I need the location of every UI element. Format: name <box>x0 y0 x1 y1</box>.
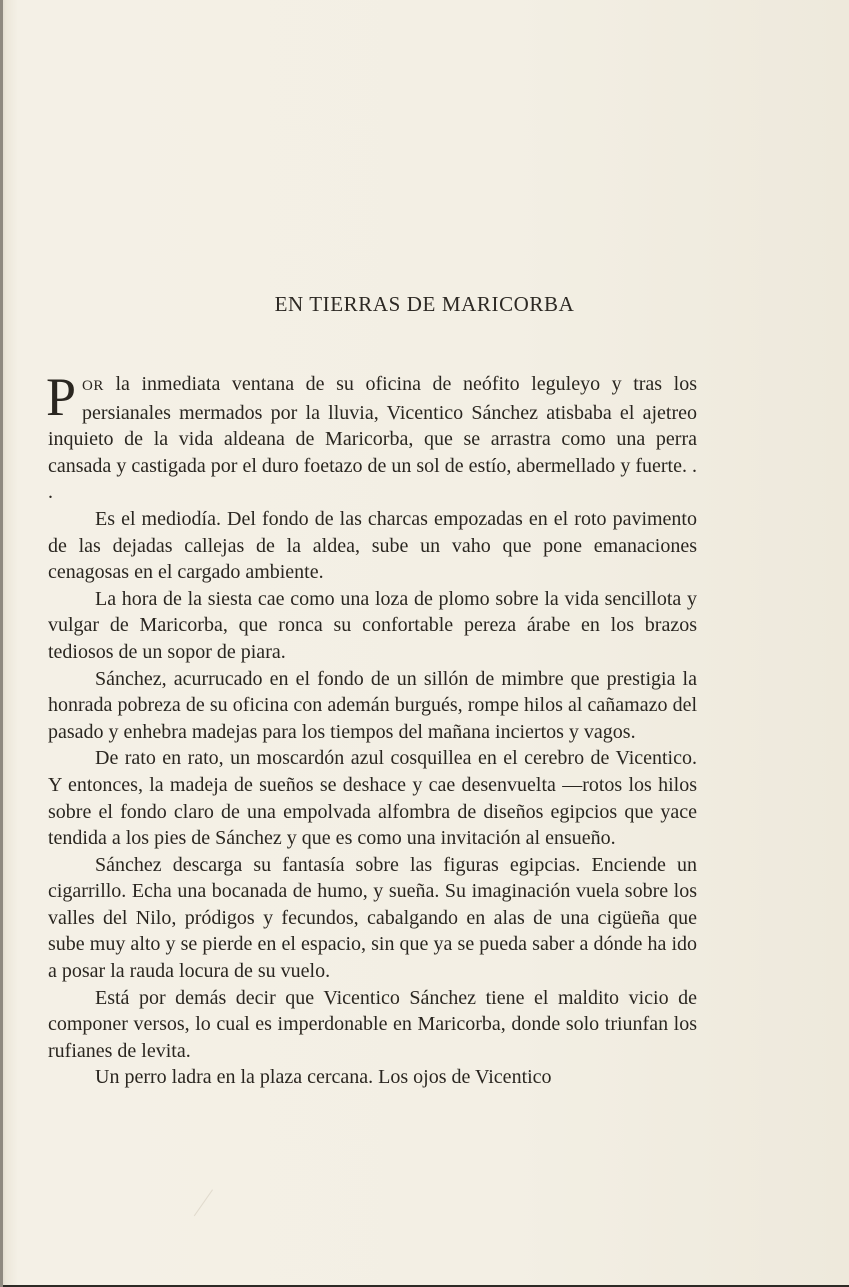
chapter-title: EN TIERRAS DE MARICORBA <box>274 292 575 316</box>
page-smudge <box>194 1189 239 1234</box>
paragraph-3: La hora de la siesta cae como una loza de plomo sobre la vida sencillota y vulgar de Maricorba, que ronca su confortable pereza árabe en los brazos tediosos de un sopor de piara. <box>48 587 697 663</box>
paragraph-6: Sánchez descarga su fantasía sobre las figuras egipcias. Enciende un cigarrillo. Echa una bocanada de humo, y sueña. Su imaginación vuela sobre los valles del Nilo, pródigos y fecundos, cabalgando en alas de una cigüeña que sube muy alto y se pierde en el espacio, sin que ya se pueda saber a dónde ha ido a posar la rauda locura de su vuelo. <box>48 853 697 983</box>
drop-cap: P <box>46 367 77 427</box>
paragraph-5: De rato en rato, un moscardón azul cosquillea en el cerebro de Vicentico. Y entonces, la madeja de sueños se deshace y cae desenvuelta —rotos los hilos sobre el fondo claro de una empolvada alfombra de diseños egipcios que yace tendida a los pies de Sánchez y que es como una invitación al ensueño. <box>48 747 697 850</box>
paragraph-2: Es el mediodía. Del fondo de las charcas empozadas en el roto pavimento de las dejadas callejas de la aldea, sube un vaho que pone emanaciones cenagosas en el cargado ambiente. <box>48 507 697 584</box>
paragraph-1 <box>46 367 697 506</box>
body-text <box>46 367 697 1091</box>
paragraph-8: Un perro ladra en la plaza cercana. Los ojos de Vicentico <box>95 1066 552 1089</box>
page-edge <box>0 0 3 1287</box>
paragraph-1-text: la inmediata ventana de su oficina de neófito leguleyo y tras los persianales mermados por la lluvia, Vicentico Sánchez atisbaba el ajetreo inquieto de la vida aldeana de Maricorba, que se arrastra como una perra cansada y castigada por el duro foetazo de un sol de estío, abermellado y fuerte. . . <box>48 373 697 504</box>
paragraph-4: Sánchez, acurrucado en el fondo de un sillón de mimbre que prestigia la honrada pobreza de su oficina con ademán burgués, rompe hilos al cañamazo del pasado y enhebra madejas para los tiempos del mañana inciertos y vagos. <box>48 667 697 743</box>
opening-small-caps: OR <box>82 378 104 394</box>
paragraph-7: Está por demás decir que Vicentico Sánchez tiene el maldito vicio de componer versos, lo cual es imperdonable en Maricorba, donde solo triunfan los rufianes de levita. <box>48 986 697 1062</box>
